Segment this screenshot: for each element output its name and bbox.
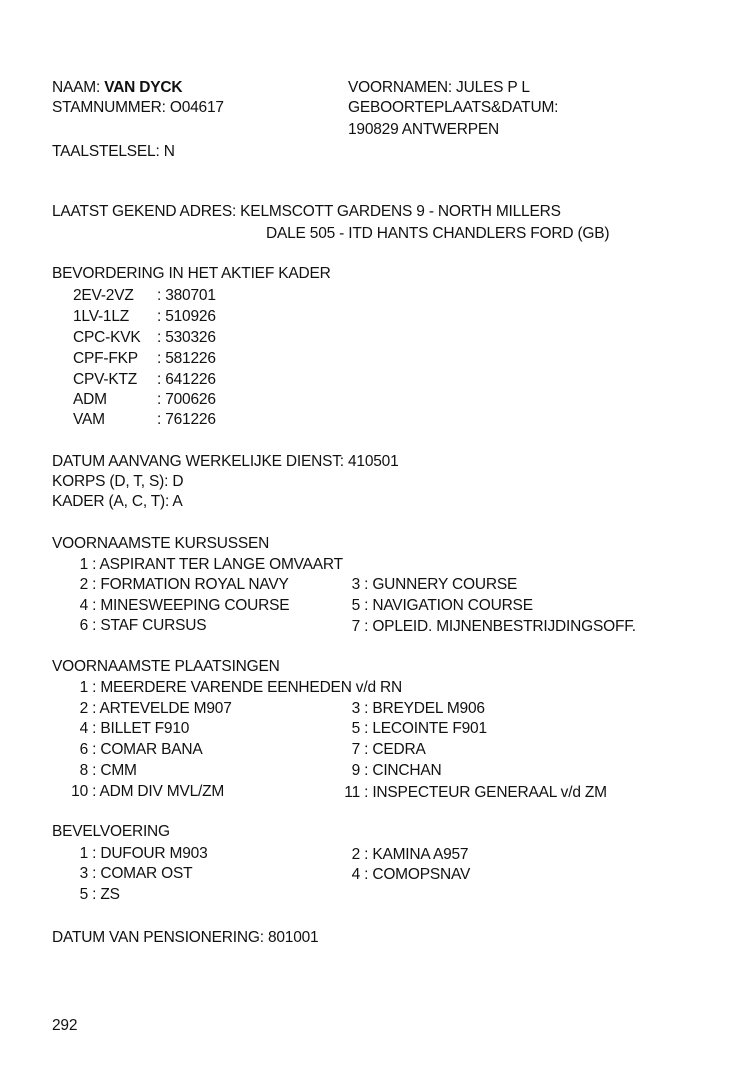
- item-number: 5: [351, 720, 360, 737]
- item-text: : ADM DIV MVL/ZM: [92, 783, 225, 800]
- item-text: : CMM: [92, 762, 137, 779]
- kursussen-title: VOORNAAMSTE KURSUSSEN: [52, 535, 270, 552]
- item-text: : OPLEID. MIJNENBESTRIJDINGSOFF.: [364, 618, 636, 635]
- item-number: 4: [351, 866, 360, 883]
- item-text: : BREYDEL M906: [364, 700, 485, 717]
- item-text: : KAMINA A957: [364, 846, 469, 863]
- item-number: 6: [79, 741, 88, 758]
- item-text: : INSPECTEUR GENERAAL v/d ZM: [364, 784, 607, 801]
- list-item: [66, 616, 206, 636]
- rank: CPV-KTZ: [73, 371, 138, 388]
- list-item: [66, 782, 224, 802]
- item-number: 7: [351, 741, 360, 758]
- item-number: 1: [79, 679, 88, 696]
- item-number: 2: [79, 700, 88, 717]
- item-number: 10: [71, 783, 88, 800]
- list-item: [66, 555, 343, 575]
- promotion-row: [73, 349, 138, 369]
- item-text: : COMOPSNAV: [364, 866, 471, 883]
- item-text: : NAVIGATION COURSE: [364, 597, 533, 614]
- list-item: [66, 885, 120, 905]
- list-item: [66, 844, 208, 864]
- item-number: 11: [344, 784, 360, 801]
- list-item: [340, 845, 468, 865]
- promotion-row: [73, 370, 137, 390]
- list-item: [340, 596, 533, 616]
- item-number: 7: [351, 618, 360, 635]
- naam-value: VAN DYCK: [104, 79, 183, 96]
- item-number: 9: [351, 762, 360, 779]
- item-number: 8: [79, 762, 88, 779]
- geboorte-value: 190829 ANTWERPEN: [348, 121, 500, 138]
- list-item: [340, 783, 607, 803]
- rank: CPF-FKP: [73, 350, 138, 367]
- item-number: 1: [79, 556, 88, 573]
- promotion-date: : 510926: [157, 308, 216, 325]
- promotion-date: : 530326: [157, 329, 216, 346]
- list-item: [66, 678, 402, 698]
- item-text: : FORMATION ROYAL NAVY: [92, 576, 289, 593]
- promotion-date: : 700626: [157, 391, 216, 408]
- item-text: : COMAR OST: [92, 865, 193, 882]
- list-item: [340, 719, 487, 739]
- item-text: : CEDRA: [364, 741, 426, 758]
- item-text: : GUNNERY COURSE: [364, 576, 518, 593]
- voornamen: VOORNAMEN: JULES P L: [348, 79, 530, 96]
- naam-label: NAAM:: [52, 79, 101, 96]
- adres-line2: DALE 505 - ITD HANTS CHANDLERS FORD (GB): [266, 225, 610, 242]
- geboorte-label: GEBOORTEPLAATS&DATUM:: [348, 99, 559, 116]
- promotion-date: : 380701: [157, 287, 216, 304]
- bevelvoering-title: BEVELVOERING: [52, 823, 170, 840]
- list-item: [340, 575, 517, 595]
- list-item: [66, 761, 137, 781]
- datum-aanvang: DATUM AANVANG WERKELIJKE DIENST: 410501: [52, 453, 399, 470]
- promotion-row: [73, 328, 141, 348]
- promotion-row: [73, 390, 107, 410]
- list-item: [66, 740, 203, 760]
- item-number: 3: [351, 576, 360, 593]
- list-item: [340, 740, 426, 760]
- item-text: : BILLET F910: [92, 720, 190, 737]
- rank: 1LV-1LZ: [73, 308, 130, 325]
- item-number: 2: [79, 576, 88, 593]
- list-item: [340, 761, 442, 781]
- promotion-date: : 641226: [157, 371, 216, 388]
- rank: 2EV-2VZ: [73, 287, 134, 304]
- item-text: : CINCHAN: [364, 762, 442, 779]
- item-number: 5: [351, 597, 360, 614]
- korps: KORPS (D, T, S): D: [52, 473, 184, 490]
- list-item: [66, 575, 289, 595]
- item-text: : ARTEVELDE M907: [92, 700, 232, 717]
- item-number: 1: [79, 845, 88, 862]
- item-number: 3: [79, 865, 88, 882]
- item-text: : ASPIRANT TER LANGE OMVAART: [92, 556, 343, 573]
- item-text: : MEERDERE VARENDE EENHEDEN v/d RN: [92, 679, 402, 696]
- list-item: [66, 699, 232, 719]
- promotion-row: [73, 307, 129, 327]
- adres-line1: LAATST GEKEND ADRES: KELMSCOTT GARDENS 9 - NORTH MILLERS: [52, 203, 561, 220]
- item-number: 5: [79, 886, 88, 903]
- kader: KADER (A, C, T): A: [52, 493, 183, 510]
- promotion-row: [73, 410, 105, 430]
- item-number: 2: [351, 846, 360, 863]
- item-number: 6: [79, 617, 88, 634]
- promotion-date: : 761226: [157, 411, 216, 428]
- plaatsingen-title: VOORNAAMSTE PLAATSINGEN: [52, 658, 280, 675]
- pensionering: DATUM VAN PENSIONERING: 801001: [52, 929, 319, 946]
- list-item: [66, 864, 192, 884]
- item-number: 3: [351, 700, 360, 717]
- item-text: : LECOINTE F901: [364, 720, 487, 737]
- taalstelsel: TAALSTELSEL: N: [52, 143, 175, 160]
- promotion-date: : 581226: [157, 350, 216, 367]
- item-number: 4: [79, 720, 88, 737]
- item-text: : MINESWEEPING COURSE: [92, 597, 290, 614]
- item-text: : COMAR BANA: [92, 741, 203, 758]
- stamnummer: STAMNUMMER: O04617: [52, 99, 224, 116]
- item-text: : DUFOUR M903: [92, 845, 208, 862]
- item-number: 4: [79, 597, 88, 614]
- list-item: [66, 596, 289, 616]
- rank: CPC-KVK: [73, 329, 141, 346]
- list-item: [340, 865, 470, 885]
- promotion-row: [73, 286, 134, 306]
- list-item: [66, 719, 189, 739]
- list-item: [340, 617, 636, 637]
- page-number: 292: [52, 1017, 78, 1034]
- item-text: : STAF CURSUS: [92, 617, 207, 634]
- bevordering-title: BEVORDERING IN HET AKTIEF KADER: [52, 265, 331, 282]
- list-item: [340, 699, 485, 719]
- item-text: : ZS: [92, 886, 120, 903]
- rank: ADM: [73, 391, 107, 408]
- naam-line: [52, 78, 182, 98]
- rank: VAM: [73, 411, 105, 428]
